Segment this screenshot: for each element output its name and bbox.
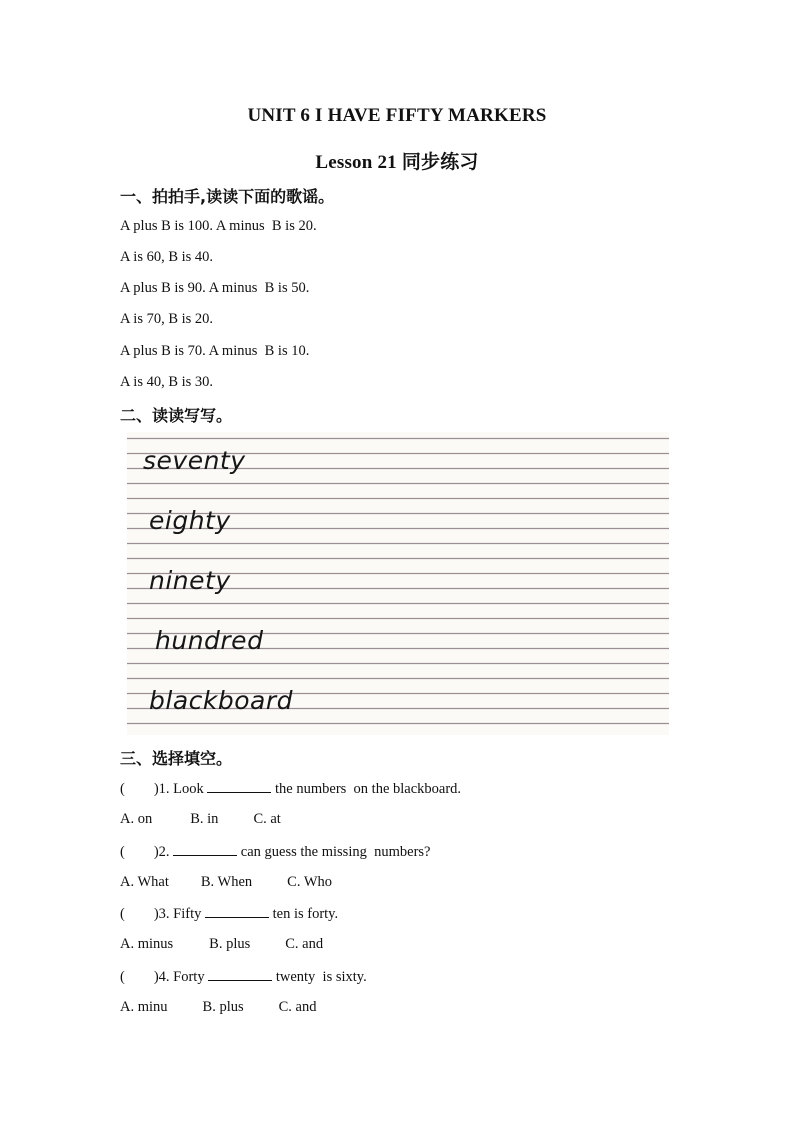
option-b: B. in [190, 811, 219, 827]
chant-line: A is 60, B is 40. [120, 249, 214, 265]
question-4-rest: twenty is sixty. [272, 969, 367, 985]
question-1 [120, 780, 461, 798]
option-b: B. plus [209, 936, 251, 952]
question-1-text: ( )1. Look [120, 781, 208, 797]
answer-blank[interactable] [205, 905, 269, 918]
question-1-options [120, 811, 281, 828]
handwritten-word: blackboard [149, 686, 293, 715]
option-a: A. minu [120, 999, 168, 1015]
option-b: B. plus [202, 999, 244, 1015]
chant-line: A is 70, B is 20. [120, 311, 214, 327]
question-2-rest: can guess the missing numbers? [237, 844, 431, 860]
question-2-text: ( )2. [120, 844, 174, 860]
question-3-options [120, 936, 323, 953]
answer-blank[interactable] [208, 968, 272, 981]
chant-line: A plus B is 90. A minus B is 50. [120, 280, 310, 296]
unit-title: UNIT 6 I HAVE FIFTY MARKERS [247, 105, 547, 126]
question-3 [120, 905, 338, 923]
question-3-rest: ten is forty. [268, 906, 339, 922]
handwritten-word: ninety [149, 566, 231, 595]
option-c: C. and [285, 936, 324, 952]
handwriting-practice-area [127, 432, 669, 735]
question-2 [120, 843, 430, 861]
handwritten-word: seventy [143, 446, 246, 475]
option-a: A. minus [120, 936, 174, 952]
question-1-rest: the numbers on the blackboard. [271, 781, 462, 797]
question-4 [120, 968, 367, 986]
lesson-title: Lesson 21 同步练习 [315, 152, 479, 173]
question-4-options [120, 999, 316, 1016]
answer-blank[interactable] [207, 780, 271, 793]
option-c: C. and [278, 999, 317, 1015]
section1-heading: 一、拍拍手,读读下面的歌谣。 [120, 187, 335, 206]
section3-heading: 三、选择填空。 [120, 749, 233, 768]
handwritten-word: eighty [149, 506, 231, 535]
question-3-text: ( )3. Fifty [120, 906, 205, 922]
chant-line: A plus B is 70. A minus B is 10. [120, 343, 310, 359]
option-c: C. at [253, 811, 281, 827]
question-4-text: ( )4. Forty [120, 969, 209, 985]
option-a: A. on [120, 811, 153, 827]
question-2-options [120, 874, 332, 891]
chant-line: A plus B is 100. A minus B is 20. [120, 218, 317, 234]
section2-heading: 二、读读写写。 [120, 406, 233, 425]
answer-blank[interactable] [173, 843, 237, 856]
option-c: C. Who [287, 874, 333, 890]
option-b: B. When [200, 874, 253, 890]
option-a: A. What [120, 874, 169, 890]
chant-line: A is 40, B is 30. [120, 374, 214, 390]
handwritten-word: hundred [155, 626, 264, 655]
